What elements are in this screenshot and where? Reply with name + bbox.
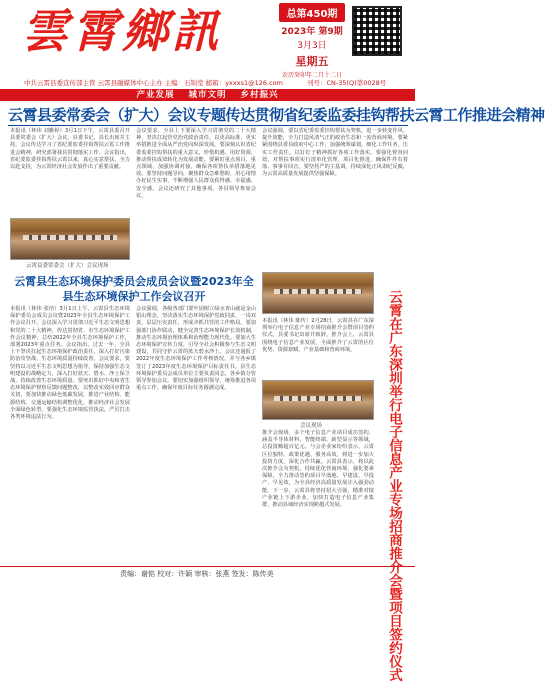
lunar-date: 农历癸卯年二月十二日 <box>281 72 342 79</box>
conference-photo <box>262 380 374 420</box>
headline-rule <box>8 125 408 126</box>
slogan-item: 城市文明 <box>188 90 227 100</box>
second-headline: 云霄县生态环境保护委员会成员会议暨2023年全县生态环境保护工作会议召开 <box>14 275 254 303</box>
article-body-1: 本报讯（林伟 刘雅婷）3月1日下午，云霄县委召开县委常委会（扩大）会议，县委书记、县长出席并主持。会议传达学习了省纪委监委挂钩帮扶云霄工作推进会精神，研究部署我县贯彻落实工作。会议指出，省纪委监委挂钩帮扶云霄以来，真心实意帮扶，全力以赴支持，为云霄经济社会发展作出了重要贡献。 <box>10 128 130 171</box>
article-body-3: 会议强调，要以省纪委监委挂钩帮扶为契机，进一步转变作风、提升效能，全力打造风清气正的政治生态和一流营商环境。要紧紧围绕县委县政府中心工作，加强统筹谋划，细化工作任务，压实工作责任，以钉钉子精神抓好各项工作落实。要强化督查问效，对帮扶事项实行清单化管理、项目化推进，确保件件有着落、事事有回音。要坚持严的主基调，持续深化正风肃纪反腐，为云霄高质量发展提供坚强保障。 <box>262 128 408 178</box>
vertical-headline: 云霄在广东深圳举行电子信息产业专场招商推介会暨项目签约仪式 <box>386 290 402 682</box>
slogan-bar <box>0 89 415 101</box>
weekday: 星期五 <box>295 55 329 68</box>
article-body-7: 推介会现场，多个电子信息产业项目成功签约，涵盖半导体材料、智能终端、新型显示等领域，总投资额超百亿元。与会企业家纷纷表示，云霄区位独特、政策优越、服务高效，将进一步加大投资力度，深化合作共赢。云霄县表示，将以此次推介会为契机，持续优化营商环境，强化要素保障，全力推动签约项目早落地、早建设、早投产、早见效，为全县经济高质量发展注入强劲动能。下一步，云霄县将坚持招大引强，精准对接产业链上下游企业，加快打造电子信息产业集群，推动县域经济实现跨越式发展。 <box>262 430 374 509</box>
publication-code: 刊号：CN-35(Q)第0028号 <box>307 79 387 87</box>
issue-badge: 总第450期 <box>279 3 345 22</box>
issue-number: 2023年 第9期 <box>281 27 343 37</box>
article-body-4: 本报讯（林伟 张培）3月1日上午，云霄县生态环境保护委员会成员会议暨2023年全县生态环境保护工作会议召开。会议深入学习贯彻习近平生态文明思想和党的二十大精神，传达贯彻省、市生态环境保护工作会议精神，总结2022年全县生态环境保护工作，部署2023年重点任务。会议指出，过去一年，全县上下坚决扛起生态环境保护政治责任，深入打好污染防治攻坚战，生态环境质量持续改善。会议要求，要坚持以习近平生态文明思想为指导，保持加强生态文明建设的战略定力，深入打好蓝天、碧水、净土保卫战，持续改善生态环境质量。要突出抓好中央和省生态环境保护督察反馈问题整改，以整改实效回应群众关切。要加快推动绿色低碳发展，推进产业结构、能源结构、交通运输结构调整优化，推动经济社会发展全面绿色转型。要强化生态环境监管执法，严厉打击各类环境违法行为。 <box>10 306 130 421</box>
slogan-item: 产业发展 <box>136 90 175 100</box>
editor-credits: 责编：谢铭 校对：许颖 审核：张燕 签发：陈传美 <box>120 570 274 578</box>
meeting-photo <box>10 218 130 260</box>
issue-box <box>279 3 345 79</box>
sponsor-line: 中共云霄县委宣传部主管 云霄县融媒体中心主办 主编：石锦堂 邮箱：yxxxs1@126.com <box>24 79 283 87</box>
issue-date: 3月3日 <box>297 41 327 51</box>
photo-caption: 会议现场 <box>300 423 323 429</box>
slogan-item: 乡村振兴 <box>240 90 279 100</box>
masthead <box>0 0 415 88</box>
article-body-2: 会议要求，全县上下要深入学习贯彻党的二十大精神，坚决扛起管党治党政治责任，以更高标准、更实举措推进全面从严治党向纵深发展。要深刻认识省纪委监委挂钩帮扶的重大意义，珍惜机遇、用好资源，推动帮扶成效转化为发展动能。要紧盯重点项目、重点领域，加强协调对接，确保各项帮扶举措落地见效。要坚持问题导向，聚焦群众急难愁盼，用心用情办好民生实事，不断增强人民群众获得感、幸福感、安全感。会议还研究了其他事项。各县领导参加会议。 <box>136 128 256 199</box>
photo-caption: 云霄县委常委会（扩大）会议现场 <box>26 263 109 269</box>
article-body-5: 会议强调，各级各部门要牢固树立绿水青山就是金山银山理念，坚决落实生态环境保护党政同责、一岗双责，层层压实责任，形成齐抓共管的工作格局。要加强部门协作联动，健全完善生态环境保护长效机制，推动生态环境治理体系和治理能力现代化。要加大生态环境保护宣传力度，引导全社会积极参与生态文明建设，共同守护云霄的蓝天碧水净土。会议还通报了2022年度生态环境保护工作考核情况，并与各乡镇签订了2023年度生态环境保护目标责任书。县生态环境保护委员会成员单位主要负责同志，各乡镇分管领导参加会议。要切实加强组织领导，统筹推进各项重点工作，确保年度目标任务圆满完成。 <box>136 306 256 392</box>
newspaper-logo: 雲霄鄉訊 <box>22 4 222 58</box>
signing-photo <box>262 272 374 314</box>
article-body-6: 本报讯（林伟 陈传）2月28日，云霄县在广东深圳举行电子信息产业专场招商推介会暨项目签约仪式。县委书记出席并致辞。推介会上，云霄县围绕电子信息产业发展，全面推介了云霄的区位优势、资源禀赋、产业基础和营商环境。 <box>262 318 374 353</box>
qr-code-icon <box>352 6 402 56</box>
main-headline: 云霄县委常委会（扩大）会议专题传达贯彻省纪委监委挂钩帮扶云霄工作推进会精神 <box>8 106 545 124</box>
